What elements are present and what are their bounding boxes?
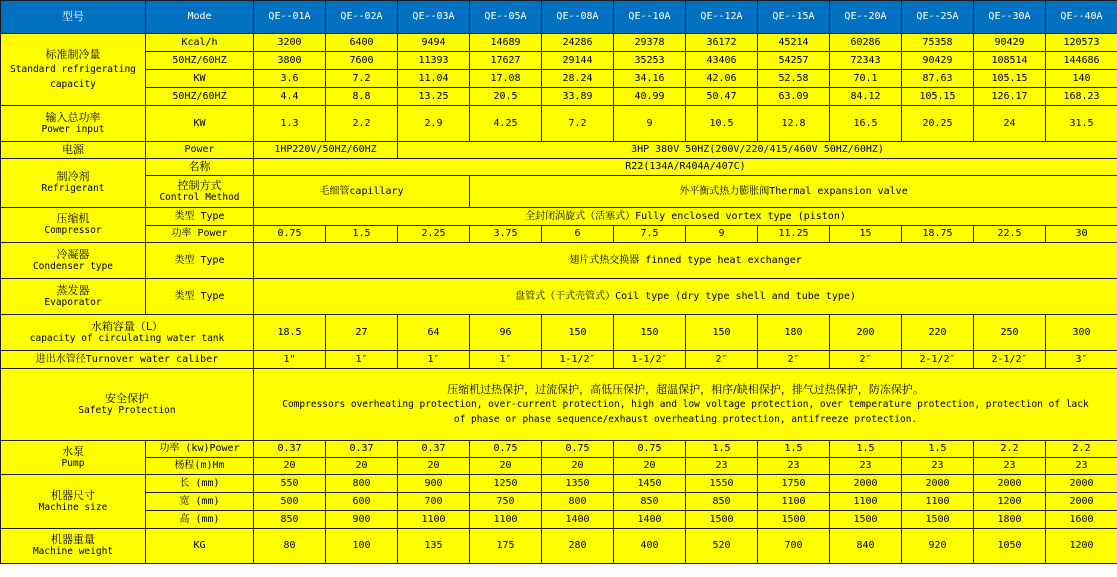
pump-en: Pump [61,457,85,469]
size-height-value: 1600 [1046,511,1117,529]
cooling-value: 90429 [974,34,1046,52]
pipe-value: 1-1/2″ [614,351,686,369]
compressor-power-value: 7.5 [614,226,686,243]
size-width-value: 850 [686,493,758,511]
size-length-value: 2000 [902,475,974,493]
size-length-value: 2000 [1046,475,1117,493]
cooling-value: 45214 [758,34,830,52]
cooling-cn: 标准制冷量 [45,48,101,61]
power-input-value: 16.5 [830,106,902,142]
cooling-unit: 50HZ/60HZ [146,88,254,106]
cooling-value: 11393 [398,52,470,70]
size-length-value: 1250 [470,475,542,493]
table-row [1,529,1117,564]
cooling-unit: Kcal/h [146,34,254,52]
cooling-value: 17627 [470,52,542,70]
cooling-value: 24286 [542,34,614,52]
pump-power-value: 0.75 [614,441,686,458]
header-model: QE--10A [614,1,686,34]
weight-value: 1200 [1046,529,1117,564]
size-length-value: 1350 [542,475,614,493]
refrigerant-cn: 制冷剂 [56,170,90,183]
pump-power-value: 1.5 [830,441,902,458]
weight-value: 100 [326,529,398,564]
table-row [1,511,1117,529]
size-width-value: 850 [614,493,686,511]
compressor-power-value: 3.75 [470,226,542,243]
pipe-label: 进出水管径Turnover water caliber [1,351,254,369]
size-height-label: 高 (mm) [146,511,254,529]
cooling-value: 40.99 [614,88,686,106]
cooling-value: 11.04 [398,70,470,88]
evaporator-type-value: 盘管式（干式壳管式）Coil type (dry type shell and tube type) [254,279,1117,315]
cooling-value: 50.47 [686,88,758,106]
compressor-power-value: 0.75 [254,226,326,243]
safety-text-en2: of phase or phase sequence/exhaust overheating protection, antifreeze protection. [453,414,918,425]
control-method-cn: 控制方式 [177,178,222,192]
header-model: QE--03A [398,1,470,34]
condenser-en: Condenser type [32,260,114,272]
size-height-value: 1500 [758,511,830,529]
safety-en: Safety Protection [78,404,176,416]
tank-value: 150 [542,315,614,351]
cooling-value: 13.25 [398,88,470,106]
pipe-value: 1″ [326,351,398,369]
power-input-label [1,106,146,142]
header-model: QE--30A [974,1,1046,34]
header-model: QE--08A [542,1,614,34]
pump-power-value: 0.75 [542,441,614,458]
control-capillary: 毛细管capillary [254,176,470,208]
weight-unit: KG [146,529,254,564]
size-width-value: 800 [542,493,614,511]
power-input-unit: KW [146,106,254,142]
size-width-value: 700 [398,493,470,511]
cooling-value: 72343 [830,52,902,70]
size-height-value: 1400 [542,511,614,529]
power-input-value: 2.2 [326,106,398,142]
tank-value: 64 [398,315,470,351]
cooling-value: 70.1 [830,70,902,88]
power-input-value: 2.9 [398,106,470,142]
weight-value: 400 [614,529,686,564]
pipe-value: 2″ [686,351,758,369]
refrigerant-name-label: 名称 [146,159,254,176]
cooling-value: 36172 [686,34,758,52]
cooling-value: 7.2 [326,70,398,88]
size-cn: 机器尺寸 [51,488,95,502]
power-input-value: 12.8 [758,106,830,142]
tank-label [1,315,254,351]
size-length-value: 1550 [686,475,758,493]
power-input-value: 4.25 [470,106,542,142]
size-width-value: 1200 [974,493,1046,511]
cooling-unit: 50HZ/60HZ [146,52,254,70]
size-height-value: 1100 [470,511,542,529]
cooling-value: 3.6 [254,70,326,88]
size-label [1,475,146,529]
cooling-value: 52.58 [758,70,830,88]
header-model-label: 型号 [1,1,146,34]
cooling-value: 108514 [974,52,1046,70]
compressor-power-value: 1.5 [326,226,398,243]
table-row [1,226,1117,243]
power-supply-single: 1HP220V/50HZ/60HZ [254,142,398,159]
refrigerant-en: Refrigerant [41,183,105,194]
power-supply-three: 3HP 380V 50HZ(200V/220/415/460V 50HZ/60HZ) [398,142,1117,159]
evaporator-type-label: 类型 Type [146,279,254,315]
table-row [1,142,1117,159]
compressor-power-value: 22.5 [974,226,1046,243]
refrigerant-name-value: R22(134A/R404A/407C) [254,159,1117,176]
header-model: QE--02A [326,1,398,34]
compressor-power-value: 6 [542,226,614,243]
cooling-unit: KW [146,70,254,88]
cooling-value: 90429 [902,52,974,70]
power-input-value: 20.25 [902,106,974,142]
compressor-en: Compressor [44,225,102,236]
pump-head-value: 23 [902,458,974,475]
pump-power-value: 1.5 [686,441,758,458]
power-supply-label: 电源 [1,142,146,159]
cooling-value: 43406 [686,52,758,70]
tank-value: 200 [830,315,902,351]
table-row [1,351,1117,369]
weight-label [1,529,146,564]
size-length-value: 1750 [758,475,830,493]
tank-value: 27 [326,315,398,351]
table-row [1,475,1117,493]
safety-cn: 安全保护 [105,391,149,405]
size-width-value: 750 [470,493,542,511]
condenser-label [1,243,146,279]
cooling-value: 140 [1046,70,1117,88]
pump-head-label: 杨程(m)Hm [146,458,254,475]
weight-en: Machine weight [32,546,114,557]
cooling-value: 120573 [1046,34,1117,52]
weight-value: 920 [902,529,974,564]
size-width-label: 宽 (mm) [146,493,254,511]
cooling-value: 7600 [326,52,398,70]
cooling-value: 4.4 [254,88,326,106]
size-width-value: 600 [326,493,398,511]
pipe-value: 2″ [830,351,902,369]
tank-value: 96 [470,315,542,351]
table-row [1,106,1117,142]
cooling-value: 14689 [470,34,542,52]
cooling-value: 3200 [254,34,326,52]
pump-head-value: 23 [974,458,1046,475]
cooling-value: 29378 [614,34,686,52]
pump-head-value: 23 [830,458,902,475]
size-height-value: 1800 [974,511,1046,529]
compressor-power-value: 30 [1046,226,1117,243]
tank-cn: 水箱容量（L） [90,319,164,333]
weight-value: 840 [830,529,902,564]
header-model: QE--15A [758,1,830,34]
power-input-value: 9 [614,106,686,142]
cooling-value: 63.09 [758,88,830,106]
weight-value: 135 [398,529,470,564]
size-height-value: 1400 [614,511,686,529]
tank-value: 150 [686,315,758,351]
table-row [1,369,1117,441]
table-row [1,315,1117,351]
cooling-value: 29144 [542,52,614,70]
size-length-label: 长 (mm) [146,475,254,493]
pipe-value: 2-1/2″ [974,351,1046,369]
size-width-value: 1100 [830,493,902,511]
power-input-cn: 输入总功率 [45,110,101,124]
size-height-value: 900 [326,511,398,529]
control-method-en: Control Method [159,191,240,203]
size-length-value: 1450 [614,475,686,493]
weight-value: 280 [542,529,614,564]
power-input-value: 1.3 [254,106,326,142]
refrigerant-label [1,159,146,208]
cooling-en2: capacity [50,79,96,90]
cooling-value: 6400 [326,34,398,52]
pipe-value: 1″ [398,351,470,369]
pump-power-value: 2.2 [974,441,1046,458]
weight-value: 520 [686,529,758,564]
pipe-value: 1″ [470,351,542,369]
header-model: QE--25A [902,1,974,34]
pump-head-value: 20 [614,458,686,475]
compressor-power-value: 2.25 [398,226,470,243]
cooling-value: 75358 [902,34,974,52]
size-height-value: 1500 [902,511,974,529]
power-input-value: 24 [974,106,1046,142]
cooling-value: 34.16 [614,70,686,88]
weight-value: 80 [254,529,326,564]
control-method-label [146,176,254,208]
table-row [1,458,1117,475]
compressor-power-value: 15 [830,226,902,243]
table-row [1,208,1117,226]
cooling-value: 42.06 [686,70,758,88]
pump-power-value: 1.5 [902,441,974,458]
size-width-value: 2000 [1046,493,1117,511]
pump-power-label: 功率 (kw)Power [146,441,254,458]
pipe-value: 2″ [758,351,830,369]
safety-text [254,369,1117,441]
table-row [1,279,1117,315]
table-row [1,441,1117,458]
cooling-value: 9494 [398,34,470,52]
evaporator-en: Evaporator [44,296,102,308]
pipe-value: 3″ [1046,351,1117,369]
table-row [1,493,1117,511]
weight-value: 700 [758,529,830,564]
compressor-power-value: 11.25 [758,226,830,243]
weight-value: 175 [470,529,542,564]
power-input-value: 7.2 [542,106,614,142]
cooling-value: 144686 [1046,52,1117,70]
header-model: QE--01A [254,1,326,34]
power-input-value: 10.5 [686,106,758,142]
pump-power-value: 1.5 [758,441,830,458]
cooling-en1: Standard refrigerating [10,64,136,75]
cooling-value: 105.15 [902,88,974,106]
header-model: QE--05A [470,1,542,34]
compressor-label [1,208,146,243]
power-supply-sub: Power [146,142,254,159]
header-model: QE--12A [686,1,758,34]
cooling-value: 87.63 [902,70,974,88]
header-model: QE--40A [1046,1,1117,34]
condenser-type-label: 类型 Type [146,243,254,279]
tank-value: 150 [614,315,686,351]
size-length-value: 550 [254,475,326,493]
tank-value: 180 [758,315,830,351]
table-row [1,243,1117,279]
weight-value: 1050 [974,529,1046,564]
compressor-power-value: 18.75 [902,226,974,243]
pump-head-value: 20 [254,458,326,475]
tank-value: 300 [1046,315,1117,351]
header-model: QE--20A [830,1,902,34]
condenser-cn: 冷凝器 [56,247,90,261]
size-length-value: 2000 [830,475,902,493]
cooling-value: 8.8 [326,88,398,106]
pump-power-value: 0.37 [326,441,398,458]
size-height-value: 850 [254,511,326,529]
size-width-value: 1100 [902,493,974,511]
cooling-value: 35253 [614,52,686,70]
pump-head-value: 20 [398,458,470,475]
table-row [1,34,1117,52]
pipe-value: 1" [254,351,326,369]
pipe-value: 2-1/2″ [902,351,974,369]
compressor-power-label: 功率 Power [146,226,254,243]
cooling-value: 20.5 [470,88,542,106]
cooling-value: 84.12 [830,88,902,106]
pump-label [1,441,146,475]
weight-cn: 机器重量 [51,533,95,546]
safety-text-cn: 压缩机过热保护，过流保护，高低压保护，超温保护，相序/缺相保护，排气过热保护，防冻保护。 [447,383,924,396]
safety-text-en1: Compressors overheating protection, over-current protection, high and low voltage protection, over temperature protection, protection of lack [282,399,1089,410]
cooling-value: 126.17 [974,88,1046,106]
power-input-en: Power input [41,123,105,135]
cooling-value: 105.15 [974,70,1046,88]
table-row [1,88,1117,106]
tank-value: 220 [902,315,974,351]
pump-power-value: 2.2 [1046,441,1117,458]
control-expansion: 外平衡式热力膨胀阀Thermal expansion valve [470,176,1117,208]
pump-head-value: 20 [470,458,542,475]
pump-head-value: 23 [686,458,758,475]
cooling-value: 33.89 [542,88,614,106]
pump-cn: 水泵 [62,444,84,458]
cooling-value: 3800 [254,52,326,70]
table-row [1,176,1117,208]
header-mode: Mode [146,1,254,34]
compressor-power-value: 9 [686,226,758,243]
tank-value: 250 [974,315,1046,351]
compressor-type-value: 全封闭涡旋式（活塞式）Fully enclosed vortex type (piston) [254,208,1117,226]
size-height-value: 1500 [830,511,902,529]
size-height-value: 1100 [398,511,470,529]
cooling-value: 168.23 [1046,88,1117,106]
compressor-cn: 压缩机 [56,212,90,225]
evaporator-label [1,279,146,315]
tank-en: capacity of circulating water tank [29,332,225,344]
table-row [1,1,1117,34]
cooling-value: 54257 [758,52,830,70]
size-height-value: 1500 [686,511,758,529]
table-row [1,70,1117,88]
pump-power-value: 0.37 [398,441,470,458]
pump-head-value: 23 [1046,458,1117,475]
size-length-value: 2000 [974,475,1046,493]
size-width-value: 500 [254,493,326,511]
cooling-label [1,34,146,106]
safety-label [1,369,254,441]
cooling-value: 17.08 [470,70,542,88]
pump-head-value: 20 [542,458,614,475]
power-input-value: 31.5 [1046,106,1117,142]
size-en: Machine size [38,501,108,513]
tank-value: 18.5 [254,315,326,351]
size-width-value: 1100 [758,493,830,511]
pump-power-value: 0.75 [470,441,542,458]
size-length-value: 800 [326,475,398,493]
pump-head-value: 20 [326,458,398,475]
table-row [1,159,1117,176]
pump-head-value: 23 [758,458,830,475]
evaporator-cn: 蒸发器 [56,283,90,297]
pipe-value: 1-1/2″ [542,351,614,369]
condenser-type-value: 翅片式热交换器 finned type heat exchanger [254,243,1117,279]
compressor-type-label: 类型 Type [146,208,254,226]
size-length-value: 900 [398,475,470,493]
cooling-value: 28.24 [542,70,614,88]
pump-power-value: 0.37 [254,441,326,458]
cooling-value: 60286 [830,34,902,52]
table-row [1,52,1117,70]
